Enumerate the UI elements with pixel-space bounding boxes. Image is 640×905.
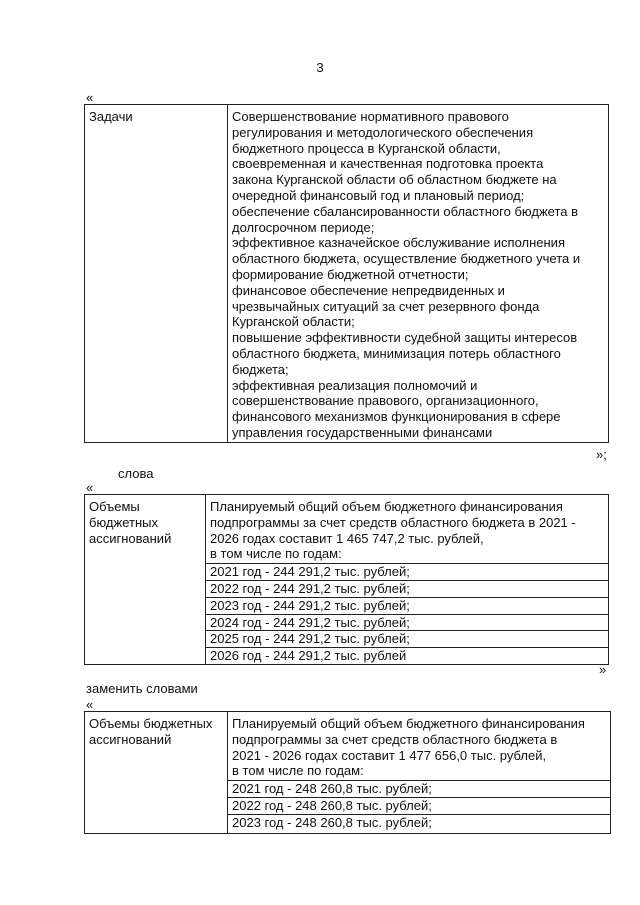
tasks-line: управления государственными финансами (232, 424, 493, 440)
tasks-line: эффективное казначейское обслуживание исполнения (232, 235, 565, 251)
new-allocations-table (84, 711, 611, 834)
year-cell: 2026 год - 244 291,2 тыс. рублей (206, 648, 609, 665)
new-allocations-label: Объемы бюджетных (89, 716, 213, 731)
close-quote-2: » (599, 662, 607, 677)
new-allocations-intro: 2021 - 2026 годах составит 1 477 656,0 тыс. рублей, (232, 747, 547, 763)
new-allocations-intro: Планируемый общий объем бюджетного финансирования (232, 716, 585, 731)
tasks-line: Курганской области; (232, 314, 355, 330)
tasks-line: долгосрочном периоде; (232, 219, 375, 235)
tasks-line: эффективная реализация полномочий и (232, 377, 478, 393)
tasks-line: областного бюджета, минимизация потерь областного (232, 345, 561, 361)
tasks-line: обеспечение сбалансированности областного бюджета в (232, 203, 578, 219)
year-cell: 2022 год - 248 260,8 тыс. рублей; (228, 797, 611, 814)
tasks-line: бюджета; (232, 361, 289, 377)
tasks-line: регулирования и методологического обеспечения (232, 124, 534, 140)
tasks-line: своевременная и качественная подготовка проекта (232, 156, 544, 172)
year-cell: 2022 год - 244 291,2 тыс. рублей; (206, 580, 609, 597)
close-quote-1: »; (596, 447, 607, 462)
word-slova: слова (118, 466, 154, 481)
word-replace: заменить словами (86, 681, 198, 696)
table-row (85, 712, 611, 781)
tasks-line: формирование бюджетной отчетности; (232, 266, 469, 282)
year-cell: 2021 год - 244 291,2 тыс. рублей; (206, 564, 609, 581)
old-allocations-label-cell (85, 495, 206, 665)
new-allocations-label: ассигнований (89, 731, 172, 747)
year-cell: 2024 год - 244 291,2 тыс. рублей; (206, 614, 609, 631)
old-allocations-label: Объемы (89, 499, 140, 514)
tasks-content-cell (228, 105, 609, 443)
old-allocations-intro: подпрограммы за счет средств областного бюджета в 2021 - (210, 514, 576, 530)
new-allocations-label-cell (85, 712, 228, 834)
open-quote-1: « (86, 90, 94, 105)
tasks-line: Совершенствование нормативного правового (232, 109, 509, 124)
tasks-line: закона Курганской области об областном бюджете на (232, 172, 557, 188)
tasks-line: финансовое обеспечение непредвиденных и (232, 282, 505, 298)
tasks-line: совершенствование правового, организационного, (232, 393, 539, 409)
tasks-line: бюджетного процесса в Курганской области, (232, 140, 501, 156)
tasks-label: Задачи (89, 109, 133, 124)
new-allocations-intro: подпрограммы за счет средств областного бюджета в (232, 731, 558, 747)
open-quote-2: « (86, 480, 94, 495)
new-allocations-intro-cell (228, 712, 611, 781)
year-cell: 2025 год - 244 291,2 тыс. рублей; (206, 631, 609, 648)
tasks-line: повышение эффективности судебной защиты интересов (232, 330, 578, 346)
old-allocations-table (84, 494, 609, 665)
year-cell: 2023 год - 244 291,2 тыс. рублей; (206, 597, 609, 614)
year-cell: 2021 год - 248 260,8 тыс. рублей; (228, 781, 611, 798)
old-allocations-label: ассигнований (89, 530, 172, 546)
tasks-line: очередной финансовый год и плановый период; (232, 187, 525, 203)
tasks-label-cell (85, 105, 228, 443)
old-allocations-intro: в том числе по годам: (210, 546, 342, 562)
table-row (85, 495, 609, 564)
year-cell: 2023 год - 248 260,8 тыс. рублей; (228, 814, 611, 833)
page-number: 3 (316, 60, 324, 75)
open-quote-3: « (86, 697, 94, 712)
old-allocations-intro: 2026 годах составит 1 465 747,2 тыс. рублей, (210, 530, 484, 546)
old-allocations-label: бюджетных (89, 514, 158, 530)
table-row (85, 105, 609, 443)
old-allocations-intro: Планируемый общий объем бюджетного финансирования (210, 499, 563, 514)
tasks-table (84, 104, 609, 443)
tasks-line: финансового механизмов функционирования в сфере (232, 409, 561, 425)
tasks-line: чрезвычайных ситуаций за счет резервного фонда (232, 298, 540, 314)
old-allocations-intro-cell (206, 495, 609, 564)
new-allocations-intro: в том числе по годам: (232, 763, 364, 779)
tasks-line: областного бюджета, осуществление бюджетного учета и (232, 251, 581, 267)
